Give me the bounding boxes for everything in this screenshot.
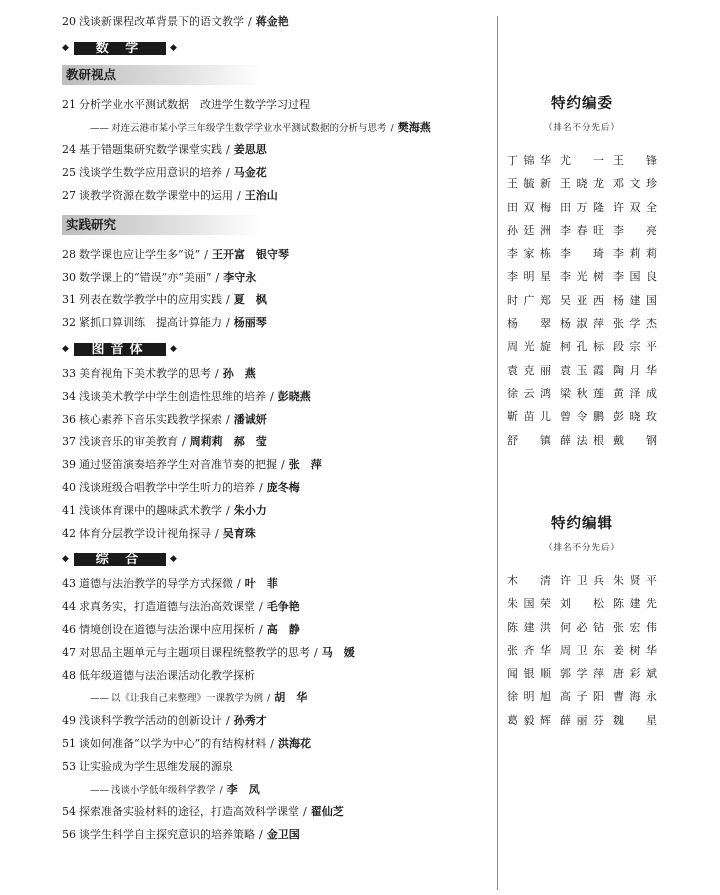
toc-entry — [62, 736, 482, 759]
separator: / — [182, 435, 186, 449]
person-name: 张宏伟 — [613, 620, 657, 634]
person-name: 王毓新 — [507, 177, 551, 191]
person-name: 闻银顺 — [507, 667, 551, 681]
person-name: 邓文珍 — [613, 177, 657, 191]
dash: —— — [90, 122, 109, 134]
page-number: 44 — [62, 600, 76, 614]
separator: / — [226, 412, 230, 426]
entry-title: 低年级道德与法治课活动化教学探析 — [79, 668, 255, 682]
entry-title: 分析学业水平测试数据 改进学生数学学习过程 — [79, 97, 310, 111]
page-number: 33 — [62, 366, 76, 380]
subject-header — [62, 550, 182, 572]
toc-entry — [62, 804, 482, 827]
entry-title: 浅谈班级合唱教学中学生听力的培养 — [79, 480, 255, 494]
name-row — [507, 620, 657, 643]
dash: —— — [90, 784, 109, 796]
entry-title: 情境创设在道德与法治课中应用探析 — [79, 622, 255, 636]
entry-title: 浅谈学生数学应用意识的培养 — [79, 166, 222, 180]
special-editors-note: （排名不分先后） — [543, 543, 620, 553]
person-name: 薛丽芬 — [560, 713, 604, 727]
person-name: 张学杰 — [613, 317, 657, 331]
entry-title: 美育视角下美术教学的思考 — [79, 366, 211, 380]
page-number: 25 — [62, 166, 76, 180]
page-number: 30 — [62, 270, 76, 284]
subject-header — [62, 340, 182, 362]
section-header: 实践研究 — [62, 215, 262, 235]
person-name: 柯孔标 — [560, 340, 604, 354]
page-number: 36 — [62, 412, 76, 426]
person-name: 袁克丽 — [507, 363, 551, 377]
page-number: 48 — [62, 668, 76, 682]
person-name: 彭晓玫 — [613, 410, 657, 424]
entry-title: 数学课也应让学生多“说” — [79, 247, 201, 261]
person-name: 时广郑 — [507, 293, 551, 307]
person-name: 李莉莉 — [613, 247, 657, 261]
page-number: 49 — [62, 714, 76, 728]
entry-title: 道德与法治教学的导学方式探微 — [79, 577, 233, 591]
person-name: 李家栋 — [507, 247, 551, 261]
person-name: 李光树 — [560, 270, 604, 284]
person-name: 王晓龙 — [560, 177, 604, 191]
entry-author: 张 萍 — [288, 458, 322, 472]
entry-author: 王开富 银守琴 — [211, 247, 289, 261]
entry-title: 基于错题集研究数学课堂实践 — [79, 143, 222, 157]
page-number: 32 — [62, 316, 76, 330]
name-row — [507, 386, 657, 409]
separator: / — [259, 828, 263, 842]
entry-author: 吴育珠 — [222, 526, 256, 540]
separator: / — [270, 389, 274, 403]
entry-author: 李守永 — [223, 270, 257, 284]
separator: / — [267, 693, 271, 705]
name-row — [507, 409, 657, 432]
editorial-board-title: 特约编委 — [551, 96, 613, 112]
page-number: 39 — [62, 458, 76, 472]
separator: / — [226, 143, 230, 157]
toc-entry — [62, 434, 482, 457]
person-name: 徐明旭 — [507, 690, 551, 704]
person-name: 田双梅 — [507, 200, 551, 214]
page-number: 51 — [62, 736, 76, 750]
entry-title: 浅谈科学教学活动的创新设计 — [79, 714, 222, 728]
person-name: 舒 镇 — [507, 433, 551, 447]
toc-entry — [62, 713, 482, 736]
name-row — [507, 339, 657, 362]
editorial-board-names — [507, 153, 657, 456]
toc-entry — [62, 188, 482, 211]
name-row — [507, 153, 657, 176]
separator: / — [303, 805, 307, 819]
entry-author: 姜思思 — [233, 143, 267, 157]
separator: / — [215, 526, 219, 540]
entry-author: 高 静 — [266, 622, 300, 636]
person-name: 魏 星 — [613, 713, 657, 727]
separator: / — [226, 714, 230, 728]
entry-title: 核心素养下音乐实践教学探索 — [79, 412, 222, 426]
entry-author: 朱小力 — [233, 503, 267, 517]
toc-entry — [62, 576, 482, 599]
person-name: 唐彩斌 — [613, 667, 657, 681]
entry-author: 蒋金艳 — [255, 15, 289, 28]
person-name: 刘 松 — [560, 597, 604, 611]
entry-title: 体育分层教学设计视角探寻 — [79, 526, 211, 540]
entry-author: 洪海花 — [277, 736, 311, 750]
name-row — [507, 176, 657, 199]
toc-entry — [62, 247, 482, 270]
separator: / — [215, 366, 219, 380]
person-name: 段宗平 — [613, 340, 657, 354]
page-number: 41 — [62, 503, 76, 517]
toc-entry — [62, 622, 482, 645]
entry-author: 马金花 — [233, 166, 267, 180]
entry-author: 杨丽琴 — [233, 316, 267, 330]
person-name: 陈建洪 — [507, 620, 551, 634]
entry-title: 浅谈音乐的审美教育 — [79, 435, 178, 449]
person-name: 朱国荣 — [507, 597, 551, 611]
entry-title: 通过竖笛演奏培养学生对音准节奏的把握 — [79, 458, 277, 472]
person-name: 何必钻 — [560, 620, 604, 634]
page-number: 54 — [62, 805, 76, 819]
person-name: 杨建国 — [613, 293, 657, 307]
toc-entry — [62, 389, 482, 412]
entry-author: 庞冬梅 — [266, 480, 300, 494]
person-name: 曹海永 — [613, 690, 657, 704]
toc-entry — [62, 165, 482, 188]
entry-author: 孙秀才 — [233, 714, 267, 728]
toc-entry — [62, 480, 482, 503]
entry-title: 浅谈体育课中的趣味武术教学 — [79, 503, 222, 517]
entry-title: 让实验成为学生思维发展的源泉 — [79, 759, 233, 773]
separator: / — [259, 600, 263, 614]
separator: / — [215, 270, 220, 284]
toc-entry — [62, 315, 482, 338]
person-name: 许卫兵 — [560, 574, 604, 587]
person-name: 郭学萍 — [560, 667, 604, 681]
entry-author: 金卫国 — [266, 828, 300, 842]
toc-entry — [62, 503, 482, 526]
separator: / — [259, 622, 263, 636]
page-number: 31 — [62, 293, 76, 307]
entry-title: 列表在数学教学中的应用实践 — [79, 293, 222, 307]
person-name: 丁锦华 — [507, 154, 551, 167]
diamond-icon: ◆ — [62, 554, 69, 565]
entry-title: 求真务实，打造道德与法治高效课堂 — [79, 600, 255, 614]
name-row — [507, 363, 657, 386]
name-row — [507, 666, 657, 689]
dash: —— — [90, 693, 109, 705]
diamond-icon: ◆ — [62, 343, 69, 354]
person-name: 李明星 — [507, 270, 551, 284]
separator: / — [259, 480, 263, 494]
person-name: 周卫东 — [560, 643, 604, 657]
entry-author: 叶 菲 — [244, 577, 278, 591]
subject-header — [62, 39, 182, 61]
person-name: 周光旋 — [507, 340, 551, 354]
person-name: 戴 钢 — [613, 433, 657, 447]
name-row — [507, 269, 657, 292]
separator: / — [226, 166, 230, 180]
toc-subtitle — [62, 120, 482, 143]
special-editors-names — [507, 573, 657, 736]
separator: / — [314, 645, 318, 659]
page-number: 34 — [62, 389, 76, 403]
separator: / — [270, 736, 274, 750]
name-row — [507, 596, 657, 619]
person-name: 孙廷洲 — [507, 223, 551, 237]
page-number: 24 — [62, 143, 76, 157]
toc-entry — [62, 599, 482, 622]
page-number: 40 — [62, 480, 76, 494]
name-row — [507, 246, 657, 269]
separator: / — [226, 503, 230, 517]
person-name: 薛法根 — [560, 433, 604, 447]
subject-label: 图音体 — [74, 343, 166, 356]
page-number: 56 — [62, 828, 76, 842]
special-editors-title: 特约编辑 — [551, 516, 613, 532]
diamond-icon: ◆ — [170, 42, 177, 53]
page-number: 46 — [62, 622, 76, 636]
page-number: 53 — [62, 759, 76, 773]
page-number: 43 — [62, 577, 76, 591]
toc-entry — [62, 142, 482, 165]
name-row — [507, 643, 657, 666]
person-name: 靳苗儿 — [507, 410, 551, 424]
entry-author: 翟仙芝 — [310, 805, 344, 819]
subtitle-text: 对连云港市某小学三年级学生数学学业水平测试数据的分析与思考 — [111, 122, 387, 134]
page-number: 21 — [62, 97, 76, 111]
page-number: 28 — [62, 247, 76, 261]
person-name: 李 琦 — [560, 247, 604, 261]
editorial-board-panel — [507, 92, 657, 456]
person-name: 黄泽成 — [613, 386, 657, 400]
person-name: 陶月华 — [613, 363, 657, 377]
diamond-icon: ◆ — [170, 554, 177, 565]
entry-author: 彭晓燕 — [277, 389, 311, 403]
person-name: 曾令鹏 — [560, 410, 604, 424]
editorial-board-note: （排名不分先后） — [543, 123, 620, 133]
page-number: 47 — [62, 645, 76, 659]
entry-author: 潘诚妍 — [233, 412, 267, 426]
person-name: 陈建先 — [613, 597, 657, 611]
person-name: 葛毅辉 — [507, 713, 551, 727]
entry-title: 紧抓口算训练 提高计算能力 — [79, 316, 222, 330]
entry-author: 周莉莉 郝 莹 — [189, 435, 267, 449]
name-row — [507, 573, 657, 596]
page-number: 20 — [62, 15, 76, 28]
toc-entry — [62, 270, 482, 293]
person-name: 李国良 — [613, 270, 657, 284]
person-name: 田万隆 — [560, 200, 604, 214]
name-row — [507, 316, 657, 339]
separator: / — [281, 458, 285, 472]
separator: / — [248, 15, 252, 28]
person-name: 尤 一 — [560, 154, 604, 167]
person-name: 许双全 — [613, 200, 657, 214]
subject-label: 数 学 — [74, 42, 166, 55]
special-editors-panel — [507, 512, 657, 736]
entry-author: 王治山 — [244, 188, 278, 202]
toc-entry — [62, 97, 482, 120]
page-number: 27 — [62, 188, 76, 202]
entry-title: 探索准备实验材料的途径，打造高效科学课堂 — [79, 805, 299, 819]
toc-entry — [62, 645, 482, 668]
person-name: 李春旺 — [560, 223, 604, 237]
subtitle-text: 浅谈小学低年级科学教学 — [111, 784, 216, 796]
entry-title: 浅谈美术教学中学生创造性思维的培养 — [79, 389, 266, 403]
separator: / — [226, 316, 230, 330]
separator: / — [219, 784, 223, 796]
separator: / — [237, 188, 241, 202]
person-name: 杨 翠 — [507, 317, 551, 331]
person-name: 徐云鸿 — [507, 386, 551, 400]
name-row — [507, 689, 657, 712]
column-divider — [497, 16, 498, 890]
person-name: 木 清 — [507, 574, 551, 587]
entry-title: 浅谈新课程改革背景下的语文教学 — [79, 15, 244, 28]
entry-author: 李 凤 — [226, 782, 260, 796]
entry-author: 胡 华 — [274, 691, 308, 705]
diamond-icon: ◆ — [170, 343, 177, 354]
name-row — [507, 433, 657, 456]
person-name: 杨淑萍 — [560, 317, 604, 331]
person-name: 朱贤平 — [613, 574, 657, 587]
person-name: 王 锋 — [613, 154, 657, 167]
entry-author: 夏 枫 — [233, 293, 267, 307]
table-of-contents — [62, 14, 482, 850]
person-name: 袁玉霞 — [560, 363, 604, 377]
toc-entry — [62, 366, 482, 389]
person-name: 张齐华 — [507, 643, 551, 657]
person-name: 高子阳 — [560, 690, 604, 704]
entry-title: 谈学生科学自主探究意识的培养策略 — [79, 828, 255, 842]
entry-title: 数学课上的“错误”亦“美丽” — [79, 270, 212, 284]
toc-entry — [62, 412, 482, 435]
toc-entry — [62, 292, 482, 315]
person-name: 吴亚西 — [560, 293, 604, 307]
section-header: 教研视点 — [62, 65, 262, 85]
subject-label: 综 合 — [74, 553, 166, 566]
page-number: 42 — [62, 526, 76, 540]
name-row — [507, 200, 657, 223]
person-name: 李 亮 — [613, 223, 657, 237]
entry-title: 对思品主题单元与主题项目课程统整教学的思考 — [79, 645, 310, 659]
toc-entry — [62, 457, 482, 480]
entry-title: 谈教学资源在数学课堂中的运用 — [79, 188, 233, 202]
toc-entry — [62, 827, 482, 850]
entry-title: 谈如何准备“以学为中心”的有结构材料 — [79, 736, 267, 750]
separator: / — [390, 122, 394, 134]
name-row — [507, 293, 657, 316]
person-name: 姜树华 — [613, 643, 657, 657]
entry-author: 孙 燕 — [222, 366, 256, 380]
separator: / — [226, 293, 230, 307]
separator: / — [204, 247, 208, 261]
page-number: 37 — [62, 435, 76, 449]
toc-subtitle — [62, 782, 482, 805]
toc-entry — [62, 526, 482, 549]
toc-entry — [62, 668, 482, 691]
toc-subtitle — [62, 690, 482, 713]
entry-author: 樊海燕 — [397, 120, 431, 134]
subtitle-text: 以《让我自己来整理》一课教学为例 — [111, 693, 264, 705]
diamond-icon: ◆ — [62, 42, 69, 53]
name-row — [507, 713, 657, 736]
person-name: 梁秋莲 — [560, 386, 604, 400]
entry-author: 马 媛 — [321, 645, 355, 659]
toc-entry — [62, 759, 482, 782]
entry-author: 毛争艳 — [266, 600, 300, 614]
separator: / — [237, 577, 241, 591]
name-row — [507, 223, 657, 246]
toc-entry — [62, 14, 482, 37]
